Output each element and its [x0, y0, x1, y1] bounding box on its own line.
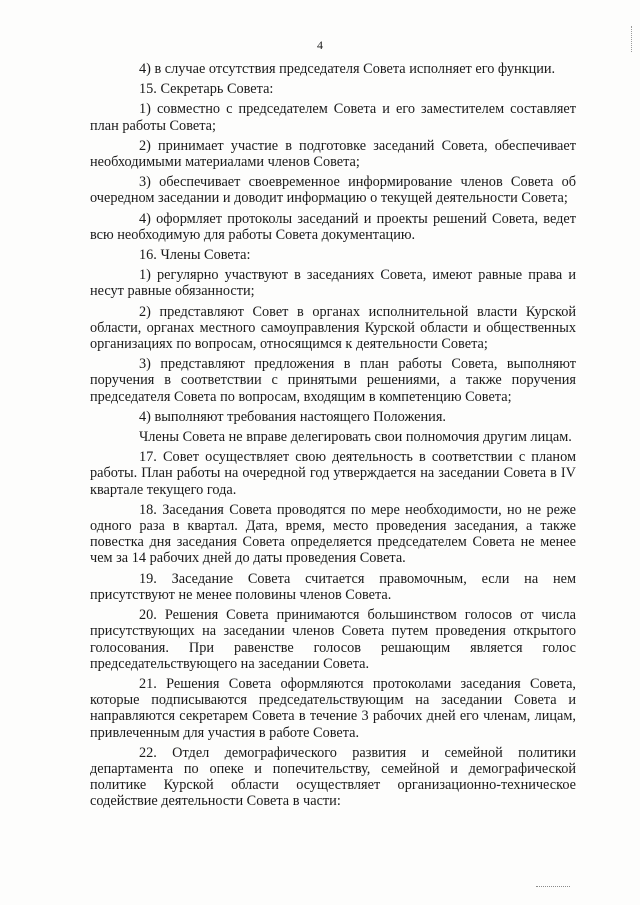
document-body [90, 61, 576, 810]
paragraph-15-2: 2) принимает участие в подготовке заседаний Совета, обеспечивает необходимыми материалами членов Совета; [90, 137, 576, 171]
paragraph-16-3: 3) представляют предложения в план работы Совета, выполняют поручения в соответствии с принятыми решениями, а также поручения председателя Совета по вопросам, входящим в компетенцию Совета; [90, 356, 576, 405]
paragraph-17: 17. Совет осуществляет свою деятельность в соответствии с планом работы. План работы на очередной год утверждается на заседании Совета в IV квартале текущего года. [90, 449, 576, 498]
paragraph-16-4: 4) выполняют требования настоящего Положения. [139, 408, 446, 425]
paragraph-16-delegation: Члены Совета не вправе делегировать свои полномочия другим лицам. [139, 429, 572, 446]
paragraph-16-1: 1) регулярно участвуют в заседаниях Совета, имеют равные права и несут равные обязанности; [90, 267, 576, 300]
paragraph-14-4: 4) в случае отсутствия председателя Совета исполняет его функции. [139, 61, 556, 77]
paragraph-15-1: 1) совместно с председателем Совета и его заместителем составляет план работы Совета; [90, 101, 576, 134]
scan-bottom-mark [536, 886, 570, 887]
paragraph-18: 18. Заседания Совета проводятся по мере необходимости, но не реже одного раза в квартал. Дата, время, место проведения заседания, а также повестка дня заседания Совета определяется председателем Совета не менее чем за 14 рабочих дней до даты проведения Совета. [90, 501, 576, 567]
paragraph-15-4: 4) оформляет протоколы заседаний и проекты решений Совета, ведет всю необходимую для работы Совета документацию. [90, 210, 576, 243]
paragraph-22: 22. Отдел демографического развития и семейной политики департамента по опеке и попечительству, семейной и демографической политике Курской области осуществляет организационно-техническое содействие деятельности Совета в части: [90, 744, 576, 810]
paragraph-20: 20. Решения Совета принимаются большинством голосов от числа присутствующих на заседании членов Совета путем проведения открытого голосования. При равенстве голосов решающим является голос председательствующего на заседании Совета. [90, 607, 576, 672]
paragraph-21: 21. Решения Совета оформляются протоколами заседания Совета, которые подписываются председательствующим на заседании Совета и направляются секретарем Совета в течение 3 рабочих дней его членам, лицам, привлеченным для участия в работе Совета. [90, 675, 576, 741]
paragraph-15-3: 3) обеспечивает своевременное информирование членов Совета об очередном заседании и доводит информацию о текущей деятельности Совета; [90, 174, 576, 207]
paragraph-16-2: 2) представляют Совет в органах исполнительной власти Курской области, органах местного самоуправления Курской области и общественных организациях по вопросам, относящимся к деятельности Совета; [90, 303, 576, 353]
paragraph-16-heading: 16. Члены Совета: [139, 247, 251, 264]
paragraph-19: 19. Заседание Совета считается правомочным, если на нем присутствуют не менее половины членов Совета. [90, 570, 576, 603]
paragraph-15-heading: 15. Секретарь Совета: [139, 81, 274, 98]
page-number: 4 [317, 38, 323, 52]
